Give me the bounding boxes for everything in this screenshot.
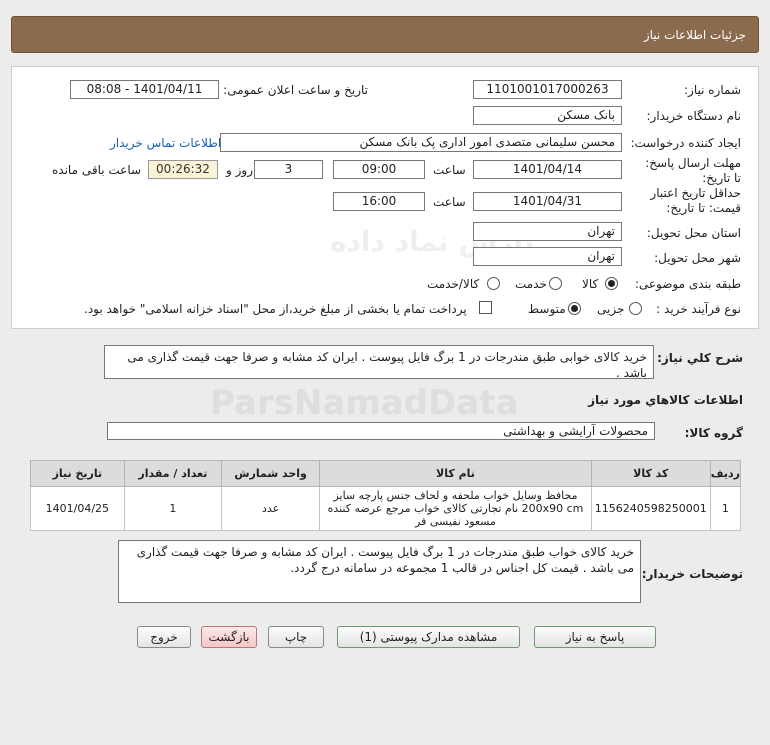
col-date-header: تاریخ نیاز <box>31 461 125 487</box>
price-validity-label: حداقل تاریخ اعتبار قیمت: تا تاریخ: <box>650 186 741 215</box>
category-option-service: خدمت <box>515 277 547 291</box>
need-number-field: 1101001017000263 <box>473 80 622 99</box>
reply-time-label: ساعت <box>433 163 466 177</box>
days-and-label: روز و <box>226 163 253 177</box>
col-index-header: ردیف <box>710 461 740 487</box>
row-qty: 1 <box>124 487 221 531</box>
process-radio-medium[interactable] <box>568 302 581 315</box>
buyer-org-field: بانک مسکن <box>473 106 622 125</box>
print-button[interactable]: چاپ <box>268 626 324 648</box>
col-code-header: کد کالا <box>591 461 710 487</box>
description-label: شرح کلي نياز: <box>657 351 743 365</box>
row-name: محافظ وسایل خواب ملحفه و لحاف جنس پارچه سایز 200x90 cm نام تجارتی کالای خواب مرجع عرضه کننده مسعود نفیسی فر <box>320 487 592 531</box>
validity-time-label: ساعت <box>433 195 466 209</box>
page-header <box>11 16 759 53</box>
back-button[interactable]: بازگشت <box>201 626 257 648</box>
col-qty-header: تعداد / مقدار <box>124 461 221 487</box>
goods-group-field: محصولات آرایشی و بهداشتی <box>107 422 655 440</box>
goods-info-title: اطلاعات کالاهاي مورد نياز <box>588 393 743 407</box>
col-unit-header: واحد شمارش <box>222 461 320 487</box>
category-label: طبقه بندی موضوعی: <box>634 277 741 291</box>
requester-field: محسن سلیمانی متصدی امور اداری پک بانک مسکن <box>220 133 622 152</box>
process-radio-minor[interactable] <box>629 302 642 315</box>
buyer-org-label: نام دستگاه خریدار: <box>646 109 741 123</box>
treasury-payment-checkbox[interactable] <box>479 301 492 314</box>
province-field: تهران <box>473 222 622 241</box>
row-unit: عدد <box>222 487 320 531</box>
remaining-time-field: 00:26:32 <box>148 160 218 179</box>
table-header-row <box>31 461 741 487</box>
requester-label: ایجاد کننده درخواست: <box>630 136 741 150</box>
buyer-notes-label: توضیحات خریدار: <box>641 567 743 581</box>
process-option-medium: متوسط <box>528 302 566 316</box>
buyer-contact-link[interactable]: اطلاعات تماس خریدار <box>110 136 222 150</box>
category-option-goods-service: کالا/خدمت <box>427 277 480 291</box>
remaining-time-label: ساعت باقی مانده <box>52 163 142 177</box>
category-radio-service[interactable] <box>549 277 562 290</box>
announce-label: تاریخ و ساعت اعلان عمومی: <box>223 83 368 97</box>
announce-datetime-field: 1401/04/11 - 08:08 <box>70 80 219 99</box>
process-option-minor: جزیی <box>597 302 625 316</box>
row-code: 1156240598250001 <box>591 487 710 531</box>
city-field: تهران <box>473 247 622 266</box>
province-label: استان محل تحویل: <box>646 226 741 240</box>
description-text: خرید کالای خوابی طبق مندرجات در 1 برگ فایل پیوست . ایران کد مشابه و صرفا جهت قیمت گذاری می باشد . <box>104 345 654 379</box>
reply-time-field: 09:00 <box>333 160 425 179</box>
col-name-header: نام کالا <box>320 461 592 487</box>
reply-deadline-label: مهلت ارسال پاسخ: تا تاریخ: <box>645 156 741 185</box>
category-radio-goods-service[interactable] <box>487 277 500 290</box>
items-table <box>30 460 741 531</box>
remaining-days-field: 3 <box>254 160 323 179</box>
need-number-label: شماره نیاز: <box>684 83 741 97</box>
row-date: 1401/04/25 <box>31 487 125 531</box>
reply-date-field: 1401/04/14 <box>473 160 622 179</box>
view-attachments-button[interactable]: مشاهده مدارک پیوستی (1) <box>337 626 520 648</box>
reply-button[interactable]: پاسخ به نیاز <box>534 626 656 648</box>
validity-date-field: 1401/04/31 <box>473 192 622 211</box>
buyer-notes-text: خرید کالای خواب طبق مندرجات در 1 برگ فایل پیوست . ایران کد مشابه و صرفا جهت قیمت گذاری می باشد . قیمت کل اجناس در قالب 1 مجموعه در سامانه درج گردد. <box>118 540 641 603</box>
watermark-brand: ParsNamadData <box>210 383 519 423</box>
city-label: شهر محل تحویل: <box>654 251 741 265</box>
process-type-label: نوع فرآیند خرید : <box>656 302 741 316</box>
page-title: جزئیات اطلاعات نیاز <box>643 28 746 42</box>
row-index: 1 <box>710 487 740 531</box>
exit-button[interactable]: خروج <box>137 626 191 648</box>
table-row <box>31 487 741 531</box>
goods-group-label: گروه کالا: <box>684 426 743 440</box>
category-option-goods: کالا <box>582 277 599 291</box>
category-radio-goods[interactable] <box>605 277 618 290</box>
treasury-payment-note: پرداخت تمام یا بخشی از مبلغ خرید،از محل "اسناد خزانه اسلامی" خواهد بود. <box>84 302 467 316</box>
validity-time-field: 16:00 <box>333 192 425 211</box>
